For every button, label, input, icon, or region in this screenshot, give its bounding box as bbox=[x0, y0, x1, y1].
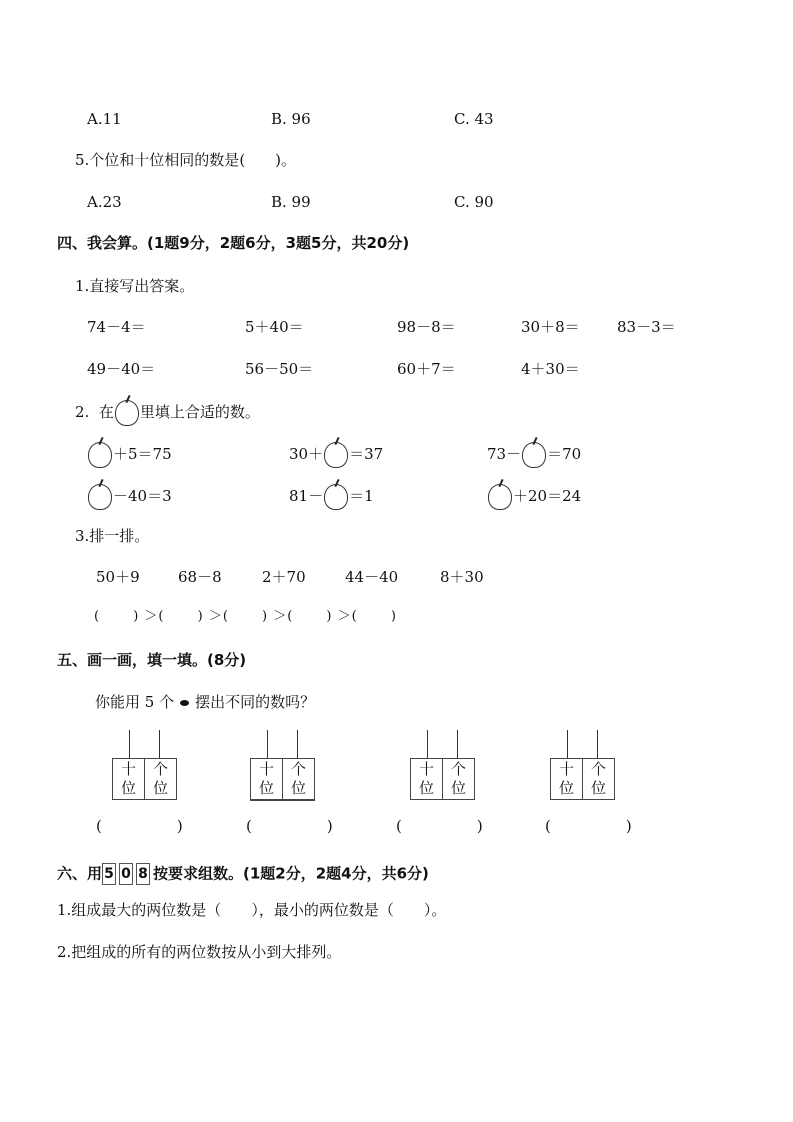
eq-pre: 73－ bbox=[487, 445, 522, 463]
apple-icon bbox=[88, 484, 112, 510]
sort-item: 44－40 bbox=[345, 568, 399, 586]
calc-item: 83－3＝ bbox=[617, 318, 676, 336]
section-6-q1: 1.组成最大的两位数是（ ），最小的两位数是（ ）。 bbox=[57, 901, 447, 919]
eq-post: ＋20＝24 bbox=[513, 487, 582, 505]
calc-item: 49－40＝ bbox=[87, 360, 156, 378]
calc-item: 98－8＝ bbox=[397, 318, 456, 336]
eq-post: ＝70 bbox=[547, 445, 582, 463]
tens-label: 十 位 bbox=[551, 759, 583, 799]
apple-icon bbox=[115, 400, 139, 426]
eq-post: ＝1 bbox=[349, 487, 374, 505]
apple-equation bbox=[289, 442, 383, 468]
option-a: A.23 bbox=[87, 193, 122, 211]
part-3-title: 3.排一排。 bbox=[75, 527, 150, 545]
part-2-title bbox=[75, 400, 260, 426]
apple-equation bbox=[487, 484, 581, 510]
section-6-q2: 2.把组成的所有的两位数按从小到大排列。 bbox=[57, 943, 342, 961]
digit-card: 8 bbox=[136, 863, 150, 885]
calc-item: 60＋7＝ bbox=[397, 360, 456, 378]
calc-item: 5＋40＝ bbox=[245, 318, 304, 336]
digit-card: 5 bbox=[102, 863, 116, 885]
ones-label: 个 位 bbox=[152, 760, 168, 797]
apple-icon bbox=[88, 442, 112, 468]
tens-label: 十 位 bbox=[113, 759, 145, 799]
sort-item: 8＋30 bbox=[440, 568, 484, 586]
eq-post: ＋5＝75 bbox=[113, 445, 172, 463]
part-1-title: 1.直接写出答案。 bbox=[75, 277, 195, 295]
section-4-title: 四、我会算。(1题9分，2题6分，3题5分，共20分) bbox=[57, 234, 410, 252]
calc-item: 4＋30＝ bbox=[521, 360, 580, 378]
part-2-post: 里填上合适的数。 bbox=[139, 403, 260, 421]
apple-icon bbox=[324, 442, 348, 468]
digit-card: 0 bbox=[119, 863, 133, 885]
section-5-title: 五、画一画，填一填。(8分) bbox=[57, 651, 247, 669]
apple-equation bbox=[289, 484, 374, 510]
tens-label: 十 位 bbox=[251, 759, 283, 799]
ones-label: 个 位 bbox=[290, 760, 306, 797]
title-post: 按要求组数。(1题2分，2题4分，共6分) bbox=[153, 864, 429, 883]
section-6-title bbox=[57, 863, 429, 885]
eq-post: ＝37 bbox=[349, 445, 384, 463]
part-2-pre: 2. 在 bbox=[75, 403, 114, 421]
ones-label: 个 位 bbox=[590, 760, 606, 797]
option-a: A.11 bbox=[87, 110, 122, 128]
sort-item: 2＋70 bbox=[262, 568, 306, 586]
section-5-question bbox=[95, 692, 315, 712]
sort-item: 68－8 bbox=[178, 568, 222, 586]
eq-pre: 81－ bbox=[289, 487, 324, 505]
calc-item: 56－50＝ bbox=[245, 360, 314, 378]
q-post: 摆出不同的数吗？ bbox=[195, 693, 316, 711]
eq-pre: 30＋ bbox=[289, 445, 324, 463]
apple-equation bbox=[87, 442, 172, 468]
apple-icon bbox=[522, 442, 546, 468]
answer-blank: ( ) bbox=[96, 817, 183, 835]
option-b: B. 99 bbox=[271, 193, 311, 211]
ones-label: 个 位 bbox=[450, 760, 466, 797]
question-5: 5.个位和十位相同的数是( )。 bbox=[75, 151, 297, 169]
sort-item: 50＋9 bbox=[96, 568, 140, 586]
title-pre: 六、用 bbox=[57, 864, 103, 883]
apple-icon bbox=[488, 484, 512, 510]
answer-blank: ( ) bbox=[246, 817, 333, 835]
apple-equation bbox=[87, 484, 172, 510]
option-b: B. 96 bbox=[271, 110, 311, 128]
option-c: C. 43 bbox=[454, 110, 494, 128]
tens-label: 十 位 bbox=[411, 759, 443, 799]
answer-blank: ( ) bbox=[545, 817, 632, 835]
calc-item: 74－4＝ bbox=[87, 318, 146, 336]
answer-blank: ( ) bbox=[396, 817, 483, 835]
option-c: C. 90 bbox=[454, 193, 494, 211]
apple-icon bbox=[324, 484, 348, 510]
q-pre: 你能用 5 个 bbox=[95, 693, 175, 711]
sort-blanks: ( ) ＞( ) ＞( ) ＞( ) ＞( ) bbox=[94, 609, 397, 624]
apple-equation bbox=[487, 442, 581, 468]
eq-post: －40＝3 bbox=[113, 487, 172, 505]
bead-icon bbox=[180, 700, 189, 706]
calc-item: 30＋8＝ bbox=[521, 318, 580, 336]
